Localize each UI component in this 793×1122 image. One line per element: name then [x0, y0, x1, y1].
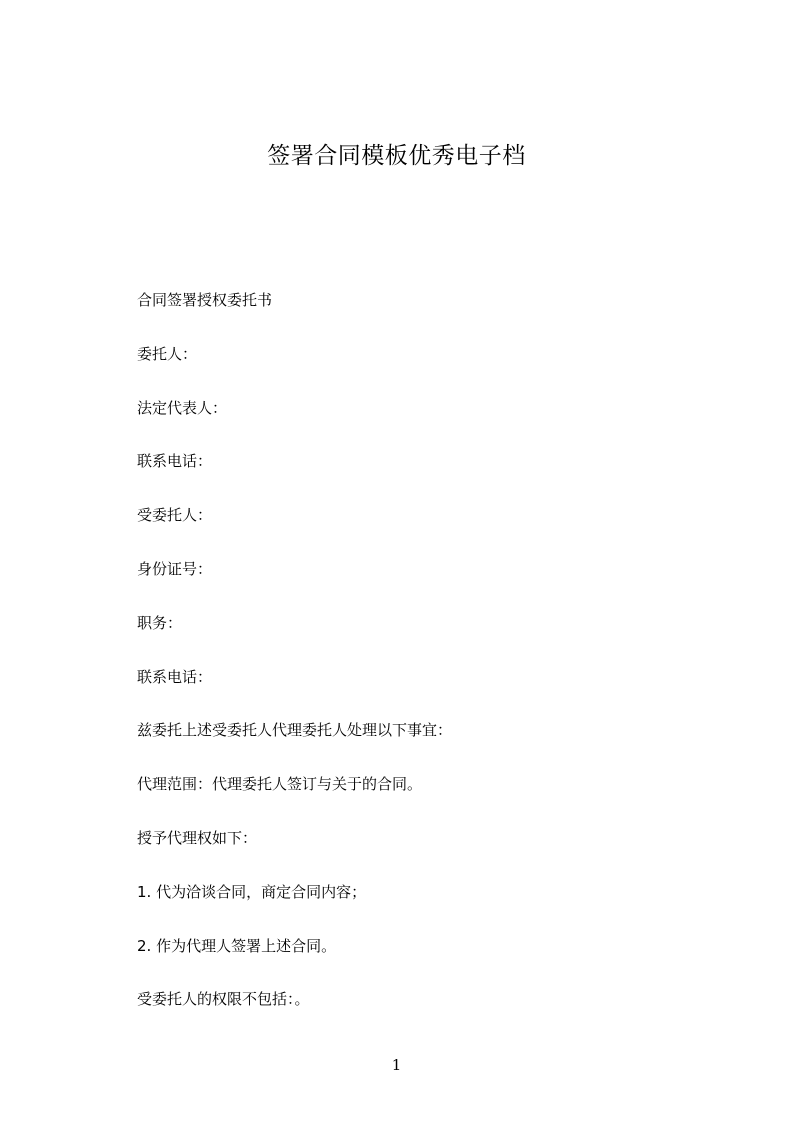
document-body	[137, 289, 697, 1042]
field-principal-phone: 联系电话：	[137, 452, 213, 471]
section-heading: 合同签署授权委托书	[137, 291, 273, 309]
document-title: 签署合同模板优秀电子档	[267, 143, 526, 169]
field-principal: 委托人：	[137, 344, 198, 363]
field-id-number: 身份证号：	[137, 559, 213, 578]
field-agent: 受委托人：	[137, 506, 213, 525]
paragraph-scope: 代理范围：代理委托人签订与关于的合同。	[137, 775, 423, 794]
paragraph-delegation: 兹委托上述受委托人代理委托人处理以下事宜：	[137, 721, 453, 740]
list-item-sign: 2. 作为代理人签署上述合同。	[137, 936, 337, 955]
page-number: 1	[391, 1056, 402, 1074]
field-position: 职务：	[137, 613, 183, 632]
paragraph-exclusions: 受委托人的权限不包括：。	[137, 990, 310, 1009]
paragraph-authority-heading: 授予代理权如下：	[137, 828, 258, 847]
list-item-negotiate: 1. 代为洽谈合同，商定合同内容；	[137, 882, 367, 901]
field-legal-representative: 法定代表人：	[137, 398, 228, 417]
field-agent-phone: 联系电话：	[137, 667, 213, 686]
